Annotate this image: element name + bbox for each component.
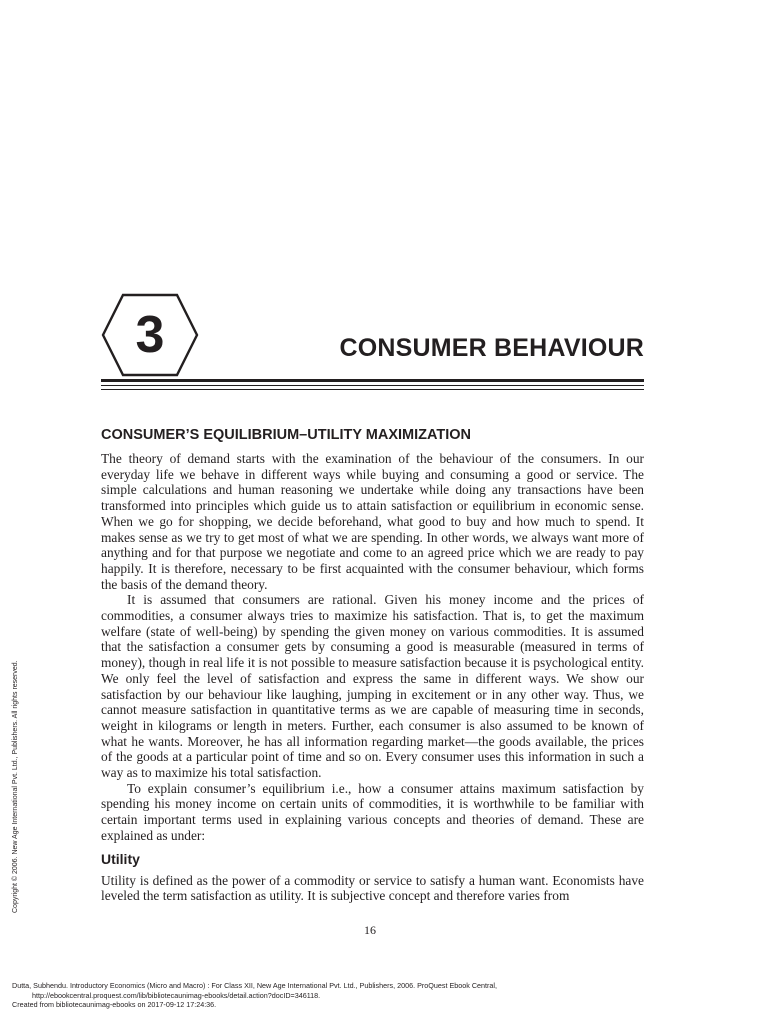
paragraph: The theory of demand starts with the examination of the behaviour of the consumers. In our everyday life we behave in different ways while buying and consuming a good or service. The simple calculations and human reasoning we undertake while doing any transactions have been transformed into principles which guide us to attain satisfaction or equilibrium in economic sense. When we go for shopping, we decide beforehand, what good to buy and how much to spend. It makes sense as we try to get most of what we are spending. In other words, we always want more of anything and for that purpose we negotiate and come to an agreed price which we are ready to pay happily. It is therefore, necessary to be first acquainted with the consumer behaviour, which forms the basis of the demand theory. <box>101 451 644 592</box>
chapter-title: CONSUMER BEHAVIOUR <box>339 334 644 362</box>
paragraph: To explain consumer’s equilibrium i.e., how a consumer attains maximum satisfaction by spending his money income on certain units of commodities, it is worthwhile to be familiar with certain important terms used in explaining various concepts and theories of demand. These are explained as under: <box>101 780 644 843</box>
footer-line: Dutta, Subhendu. Introductory Economics (Micro and Macro) : For Class XII, New Age International Pvt. Ltd., Publishers, 2006. ProQuest Ebook Central, <box>12 981 497 990</box>
section-heading: CONSUMER’S EQUILIBRIUM–UTILITY MAXIMIZATION <box>101 427 472 443</box>
page-number: 16 <box>364 923 376 937</box>
footer-citation <box>12 981 497 1010</box>
side-copyright-notice: Copyright © 2006. New Age International Pvt. Ltd., Publishers. All rights reserved. <box>12 660 19 913</box>
footer-line: Created from bibliotecaunimag-ebooks on 2017-09-12 17:24:36. <box>12 1000 217 1009</box>
utility-heading: Utility <box>101 850 140 867</box>
header-rule-thin <box>101 389 644 390</box>
header-rule-thin <box>101 385 644 386</box>
chapter-number: 3 <box>135 306 165 364</box>
paragraph: Utility is defined as the power of a commodity or service to satisfy a human want. Economists have leveled the term satisfaction as utility. It is subjective concept and therefore varies from <box>101 872 644 904</box>
footer-url[interactable]: http://ebookcentral.proquest.com/lib/bibliotecaunimag-ebooks/detail.action?docID=346118. <box>32 990 321 1000</box>
page-content <box>101 425 644 904</box>
header-rule-thick <box>101 379 644 382</box>
paragraph: It is assumed that consumers are rational. Given his money income and the prices of commodities, a consumer always tries to maximize his satisfaction. That is, to get the maximum welfare (state of well-being) by spending the given money on various commodities. It is assumed that the satisfaction a consumer gets by consuming a good is measurable (measured in terms of money), though in real life it is not possible to measure satisfaction because it is psychological entity. We only feel the level of satisfaction and express the same in different ways. We show our satisfaction by our behaviour like laughing, jumping in excitement or in any other way. Thus, we cannot measure satisfaction in quantitative terms as we are capable of measuring time in seconds, weight in kilograms or length in meters. Further, each consumer is also assumed to be known of what he wants. Moreover, he has all information regarding market—the goods available, the prices of the goods at a particular point of time and so on. Every consumer uses this information in such a way as to maximize his total satisfaction. <box>101 592 644 781</box>
